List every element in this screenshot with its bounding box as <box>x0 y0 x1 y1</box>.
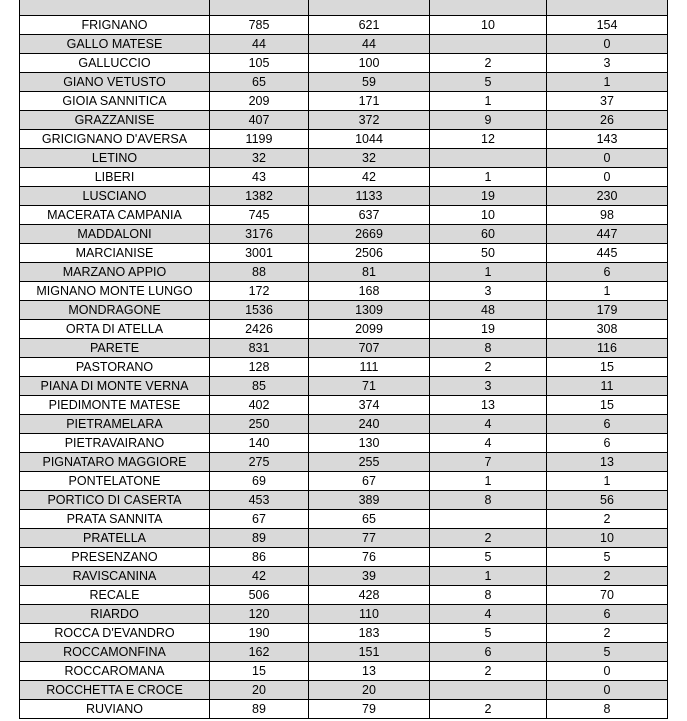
value-cell-1: 2426 <box>210 320 309 339</box>
value-cell-1: 15 <box>210 662 309 681</box>
value-cell-2: 13 <box>309 662 430 681</box>
value-cell-4: 10 <box>547 529 668 548</box>
value-cell-4: 8 <box>547 700 668 719</box>
value-cell-3: 4 <box>430 605 547 624</box>
value-cell-4: 1 <box>547 282 668 301</box>
value-cell-3 <box>430 510 547 529</box>
value-cell-1: 42 <box>210 567 309 586</box>
municipality-cell: PIEDIMONTE MATESE <box>20 396 210 415</box>
value-cell-2: 2506 <box>309 244 430 263</box>
value-cell-2: 111 <box>309 358 430 377</box>
value-cell-2: 110 <box>309 605 430 624</box>
table-row <box>20 681 668 700</box>
value-cell-3: 48 <box>430 301 547 320</box>
value-cell-3: 1 <box>430 567 547 586</box>
value-cell-3 <box>430 35 547 54</box>
value-cell-1: 785 <box>210 16 309 35</box>
table-row <box>20 301 668 320</box>
value-cell-2: 79 <box>309 700 430 719</box>
value-cell-4: 230 <box>547 187 668 206</box>
table-row <box>20 510 668 529</box>
value-cell-1: 128 <box>210 358 309 377</box>
table-row <box>20 472 668 491</box>
value-cell-4: 6 <box>547 415 668 434</box>
value-cell-4: 37 <box>547 92 668 111</box>
value-cell-3: 9 <box>430 111 547 130</box>
value-cell-4: 0 <box>547 149 668 168</box>
value-cell-4: 56 <box>547 491 668 510</box>
value-cell-4: 143 <box>547 130 668 149</box>
table-row <box>20 586 668 605</box>
value-cell-4: 0 <box>547 662 668 681</box>
value-cell-1: 67 <box>210 510 309 529</box>
value-cell-3: 2 <box>430 529 547 548</box>
value-cell-1: 1382 <box>210 187 309 206</box>
value-cell-1: 88 <box>210 263 309 282</box>
value-cell-3: 10 <box>430 16 547 35</box>
municipality-cell: MIGNANO MONTE LUNGO <box>20 282 210 301</box>
value-cell-3: 5 <box>430 73 547 92</box>
table-row <box>20 548 668 567</box>
municipality-cell: GRICIGNANO D'AVERSA <box>20 130 210 149</box>
table-row <box>20 35 668 54</box>
value-cell-3 <box>430 0 547 16</box>
value-cell-2: 20 <box>309 681 430 700</box>
municipality-cell: RIARDO <box>20 605 210 624</box>
value-cell-1: 69 <box>210 472 309 491</box>
value-cell-4: 445 <box>547 244 668 263</box>
value-cell-4: 2 <box>547 624 668 643</box>
value-cell-1: 105 <box>210 54 309 73</box>
value-cell-2: 65 <box>309 510 430 529</box>
municipality-cell: RUVIANO <box>20 700 210 719</box>
table-row <box>20 282 668 301</box>
value-cell-4: 98 <box>547 206 668 225</box>
table-row <box>20 415 668 434</box>
value-cell-3: 7 <box>430 453 547 472</box>
value-cell-2: 130 <box>309 434 430 453</box>
value-cell-3: 6 <box>430 643 547 662</box>
value-cell-4: 0 <box>547 168 668 187</box>
table-row <box>20 339 668 358</box>
table-row <box>20 206 668 225</box>
value-cell-3: 8 <box>430 339 547 358</box>
value-cell-3: 12 <box>430 130 547 149</box>
value-cell-1: 44 <box>210 35 309 54</box>
value-cell-1: 20 <box>210 681 309 700</box>
municipality-cell: RAVISCANINA <box>20 567 210 586</box>
municipality-cell: GALLUCCIO <box>20 54 210 73</box>
municipality-cell: PRESENZANO <box>20 548 210 567</box>
value-cell-2: 707 <box>309 339 430 358</box>
value-cell-1: 402 <box>210 396 309 415</box>
value-cell-2: 77 <box>309 529 430 548</box>
value-cell-4: 2 <box>547 567 668 586</box>
value-cell-4: 1 <box>547 73 668 92</box>
value-cell-1: 89 <box>210 529 309 548</box>
value-cell-1: 162 <box>210 643 309 662</box>
table-row <box>20 396 668 415</box>
municipality-cell: ROCCHETTA E CROCE <box>20 681 210 700</box>
value-cell-2: 59 <box>309 73 430 92</box>
municipality-cell: MONDRAGONE <box>20 301 210 320</box>
value-cell-2: 2099 <box>309 320 430 339</box>
value-cell-3: 3 <box>430 377 547 396</box>
municipality-cell: MARCIANISE <box>20 244 210 263</box>
value-cell-1: 453 <box>210 491 309 510</box>
value-cell-1: 3001 <box>210 244 309 263</box>
value-cell-4: 26 <box>547 111 668 130</box>
value-cell-3 <box>430 149 547 168</box>
table-row <box>20 662 668 681</box>
value-cell-1: 407 <box>210 111 309 130</box>
value-cell-1: 1536 <box>210 301 309 320</box>
value-cell-3: 19 <box>430 320 547 339</box>
table-row <box>20 377 668 396</box>
table-row <box>20 168 668 187</box>
value-cell-4: 15 <box>547 396 668 415</box>
value-cell-2: 168 <box>309 282 430 301</box>
value-cell-4 <box>547 0 668 16</box>
value-cell-3: 4 <box>430 434 547 453</box>
value-cell-2: 389 <box>309 491 430 510</box>
municipality-cell: RECALE <box>20 586 210 605</box>
value-cell-3 <box>430 681 547 700</box>
value-cell-1: 65 <box>210 73 309 92</box>
municipality-cell: LIBERI <box>20 168 210 187</box>
municipality-cell: GRAZZANISE <box>20 111 210 130</box>
value-cell-1: 86 <box>210 548 309 567</box>
table-row <box>20 92 668 111</box>
value-cell-1: 209 <box>210 92 309 111</box>
table-row <box>20 358 668 377</box>
value-cell-3: 8 <box>430 586 547 605</box>
municipality-cell: PIETRAMELARA <box>20 415 210 434</box>
value-cell-1: 831 <box>210 339 309 358</box>
municipality-cell: ROCCAROMANA <box>20 662 210 681</box>
table-body <box>20 0 668 719</box>
table-row <box>20 225 668 244</box>
table-row <box>20 624 668 643</box>
value-cell-3: 13 <box>430 396 547 415</box>
value-cell-2: 76 <box>309 548 430 567</box>
value-cell-4: 308 <box>547 320 668 339</box>
value-cell-3: 2 <box>430 54 547 73</box>
municipality-cell: ROCCA D'EVANDRO <box>20 624 210 643</box>
value-cell-1: 85 <box>210 377 309 396</box>
value-cell-4: 1 <box>547 472 668 491</box>
value-cell-1 <box>210 0 309 16</box>
value-cell-2: 240 <box>309 415 430 434</box>
value-cell-4: 154 <box>547 16 668 35</box>
municipality-cell: PONTELATONE <box>20 472 210 491</box>
municipality-cell: PASTORANO <box>20 358 210 377</box>
municipality-cell: PIANA DI MONTE VERNA <box>20 377 210 396</box>
value-cell-2: 372 <box>309 111 430 130</box>
municipality-cell: PORTICO DI CASERTA <box>20 491 210 510</box>
value-cell-1: 43 <box>210 168 309 187</box>
table-row <box>20 54 668 73</box>
municipality-cell: ORTA DI ATELLA <box>20 320 210 339</box>
municipality-cell: PARETE <box>20 339 210 358</box>
table-row <box>20 16 668 35</box>
municipality-cell: PIETRAVAIRANO <box>20 434 210 453</box>
value-cell-3: 19 <box>430 187 547 206</box>
table-row <box>20 491 668 510</box>
municipality-cell: LETINO <box>20 149 210 168</box>
value-cell-4: 13 <box>547 453 668 472</box>
value-cell-4: 447 <box>547 225 668 244</box>
value-cell-2: 100 <box>309 54 430 73</box>
table-row <box>20 111 668 130</box>
table-row <box>20 0 668 16</box>
value-cell-4: 0 <box>547 681 668 700</box>
value-cell-1: 1199 <box>210 130 309 149</box>
table-row <box>20 453 668 472</box>
value-cell-2: 1133 <box>309 187 430 206</box>
value-cell-2: 2669 <box>309 225 430 244</box>
municipality-cell: GIANO VETUSTO <box>20 73 210 92</box>
value-cell-2: 1044 <box>309 130 430 149</box>
municipality-cell: MARZANO APPIO <box>20 263 210 282</box>
table-row <box>20 263 668 282</box>
value-cell-2: 374 <box>309 396 430 415</box>
value-cell-4: 15 <box>547 358 668 377</box>
value-cell-1: 190 <box>210 624 309 643</box>
table-row <box>20 130 668 149</box>
value-cell-1: 506 <box>210 586 309 605</box>
value-cell-2: 621 <box>309 16 430 35</box>
municipality-cell: FRIGNANO <box>20 16 210 35</box>
data-table-container <box>19 0 668 719</box>
municipality-cell: PIGNATARO MAGGIORE <box>20 453 210 472</box>
table-row <box>20 529 668 548</box>
value-cell-2: 42 <box>309 168 430 187</box>
table-row <box>20 73 668 92</box>
value-cell-3: 5 <box>430 624 547 643</box>
table-row <box>20 605 668 624</box>
value-cell-1: 3176 <box>210 225 309 244</box>
value-cell-2: 637 <box>309 206 430 225</box>
municipality-cell: LUSCIANO <box>20 187 210 206</box>
table-row <box>20 700 668 719</box>
table-row <box>20 320 668 339</box>
value-cell-1: 172 <box>210 282 309 301</box>
municipality-table <box>19 0 668 719</box>
municipality-cell: GIOIA SANNITICA <box>20 92 210 111</box>
value-cell-3: 50 <box>430 244 547 263</box>
value-cell-1: 250 <box>210 415 309 434</box>
value-cell-3: 1 <box>430 263 547 282</box>
value-cell-3: 8 <box>430 491 547 510</box>
value-cell-3: 1 <box>430 168 547 187</box>
table-row <box>20 149 668 168</box>
municipality-cell: MADDALONI <box>20 225 210 244</box>
value-cell-3: 2 <box>430 700 547 719</box>
value-cell-2: 255 <box>309 453 430 472</box>
value-cell-2: 32 <box>309 149 430 168</box>
value-cell-4: 2 <box>547 510 668 529</box>
table-row <box>20 187 668 206</box>
table-row <box>20 643 668 662</box>
value-cell-4: 5 <box>547 643 668 662</box>
value-cell-2: 151 <box>309 643 430 662</box>
value-cell-2: 1309 <box>309 301 430 320</box>
value-cell-4: 179 <box>547 301 668 320</box>
value-cell-4: 11 <box>547 377 668 396</box>
municipality-cell: ROCCAMONFINA <box>20 643 210 662</box>
value-cell-2 <box>309 0 430 16</box>
value-cell-2: 39 <box>309 567 430 586</box>
value-cell-4: 116 <box>547 339 668 358</box>
table-row <box>20 244 668 263</box>
table-row <box>20 567 668 586</box>
value-cell-4: 6 <box>547 434 668 453</box>
value-cell-4: 5 <box>547 548 668 567</box>
value-cell-1: 120 <box>210 605 309 624</box>
value-cell-3: 4 <box>430 415 547 434</box>
value-cell-2: 71 <box>309 377 430 396</box>
value-cell-2: 44 <box>309 35 430 54</box>
municipality-cell: MACERATA CAMPANIA <box>20 206 210 225</box>
value-cell-4: 6 <box>547 605 668 624</box>
value-cell-1: 140 <box>210 434 309 453</box>
value-cell-4: 3 <box>547 54 668 73</box>
value-cell-1: 32 <box>210 149 309 168</box>
municipality-cell: PRATA SANNITA <box>20 510 210 529</box>
value-cell-2: 81 <box>309 263 430 282</box>
value-cell-2: 67 <box>309 472 430 491</box>
value-cell-4: 0 <box>547 35 668 54</box>
value-cell-3: 3 <box>430 282 547 301</box>
value-cell-2: 171 <box>309 92 430 111</box>
value-cell-4: 70 <box>547 586 668 605</box>
value-cell-3: 1 <box>430 92 547 111</box>
value-cell-2: 428 <box>309 586 430 605</box>
value-cell-3: 2 <box>430 662 547 681</box>
municipality-cell: PRATELLA <box>20 529 210 548</box>
value-cell-3: 10 <box>430 206 547 225</box>
table-row <box>20 434 668 453</box>
value-cell-1: 89 <box>210 700 309 719</box>
value-cell-3: 60 <box>430 225 547 244</box>
municipality-cell <box>20 0 210 16</box>
value-cell-1: 275 <box>210 453 309 472</box>
value-cell-2: 183 <box>309 624 430 643</box>
value-cell-1: 745 <box>210 206 309 225</box>
value-cell-4: 6 <box>547 263 668 282</box>
value-cell-3: 2 <box>430 358 547 377</box>
value-cell-3: 5 <box>430 548 547 567</box>
value-cell-3: 1 <box>430 472 547 491</box>
municipality-cell: GALLO MATESE <box>20 35 210 54</box>
